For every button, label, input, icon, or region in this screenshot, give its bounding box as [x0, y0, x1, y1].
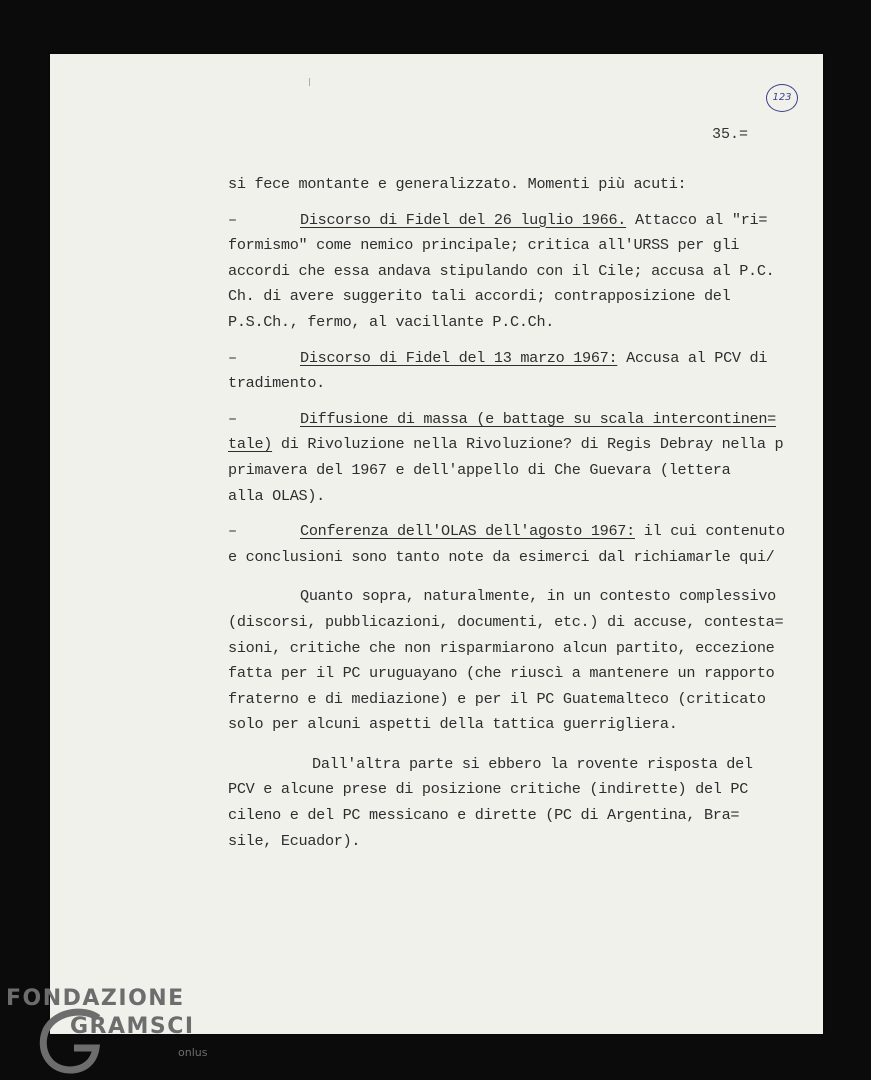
- paragraph-first-line: Quanto sopra, naturalmente, in un contesto complessivo: [300, 587, 776, 606]
- text-line: tradimento.: [228, 374, 325, 393]
- item-heading: Diffusione di massa (e battage su scala intercontinen=: [300, 409, 776, 428]
- list-item-conferenza-olas: [228, 519, 808, 545]
- item-text: Accusa al PCV di: [617, 348, 768, 367]
- page-number: 35.=: [712, 126, 749, 143]
- item-text: il cui contenuto: [634, 522, 785, 541]
- watermark-line-1: FONDAZIONE: [6, 986, 185, 1011]
- text-line: Ch. di avere suggerito tali accordi; contrapposizione del: [228, 287, 731, 306]
- text-line: formismo" come nemico principale; critica all'URSS per gli: [228, 236, 740, 255]
- list-dash: –: [228, 522, 237, 541]
- text-line: sile, Ecuador).: [228, 831, 361, 850]
- item-text: di Rivoluzione nella Rivoluzione? di Regis Debray nella p: [272, 435, 784, 454]
- item-heading-continued: tale): [228, 435, 273, 454]
- list-item-discorso-13-marzo: [228, 346, 808, 372]
- text-line: fraterno e di mediazione) e per il PC Guatemalteco (criticato: [228, 689, 766, 708]
- text-line: P.S.Ch., fermo, al vacillante P.C.Ch.: [228, 312, 555, 331]
- item-text: Attacco al "ri=: [626, 210, 768, 229]
- text-line: accordi che essa andava stipulando con il Cile; accusa al P.C.: [228, 261, 775, 280]
- text-line: (discorsi, pubblicazioni, documenti, etc.) di accuse, contesta=: [228, 612, 784, 631]
- text-line: si fece montante e generalizzato. Momenti più acuti:: [228, 175, 687, 193]
- list-item-discorso-26-luglio: [228, 208, 808, 234]
- archive-page-stamp: 123: [766, 84, 798, 112]
- watermark-line-2: GRAMSCI: [70, 1014, 195, 1039]
- text-line: cileno e del PC messicano e dirette (PC di Argentina, Bra=: [228, 806, 740, 825]
- item-heading: Conferenza dell'OLAS dell'agosto 1967:: [300, 522, 635, 541]
- text-line: primavera del 1967 e dell'appello di Che Guevara (lettera: [228, 460, 731, 479]
- text-line: PCV e alcune prese di posizione critiche (indirette) del PC: [228, 780, 749, 799]
- list-dash: –: [228, 409, 237, 428]
- item-heading: Discorso di Fidel del 13 marzo 1967:: [300, 348, 618, 367]
- list-dash: –: [228, 210, 237, 229]
- fondazione-gramsci-watermark: [6, 986, 226, 1076]
- typed-text-body: [228, 172, 808, 854]
- text-line: alla OLAS).: [228, 486, 325, 505]
- text-line: sioni, critiche che non risparmiarono alcun partito, eccezione: [228, 638, 775, 657]
- text-line: fatta per il PC uruguayano (che riuscì a mantenere un rapporto: [228, 664, 775, 683]
- paper-mark: [309, 78, 310, 86]
- text-line: e conclusioni sono tanto note da esimerci dal richiamarle qui/: [228, 547, 775, 566]
- item-heading: Discorso di Fidel del 26 luglio 1966.: [300, 210, 627, 229]
- paragraph-first-line: Dall'altra parte si ebbero la rovente risposta del: [312, 754, 753, 773]
- list-dash: –: [228, 348, 237, 367]
- text-line: solo per alcuni aspetti della tattica guerrigliera.: [228, 715, 678, 734]
- list-item-diffusione: [228, 407, 808, 433]
- watermark-line-3: onlus: [178, 1046, 208, 1059]
